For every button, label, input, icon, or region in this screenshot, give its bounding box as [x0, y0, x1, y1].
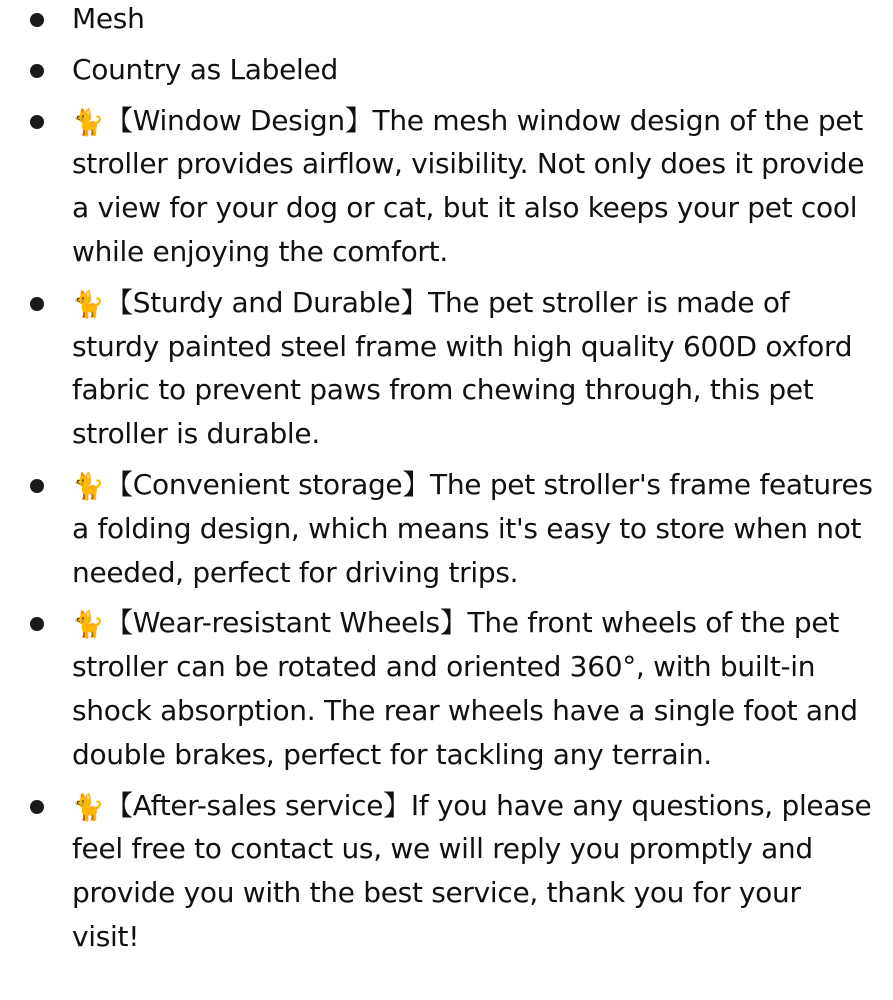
feature-text: 【Window Design】The mesh window design of the pet stroller provides airflow, visibility. Not only does it provide a view for your dog or cat, but it also keeps your pet cool while enjoying the comfort. — [72, 103, 865, 268]
cat-icon: 🐈 — [72, 471, 105, 502]
feature-item-after-sales — [0, 784, 893, 959]
bullet-dot-icon — [30, 64, 44, 78]
feature-text: 【After-sales service】If you have any questions, please feel free to contact us, we will reply you promptly and provide you with the best service, thank you for your visit! — [72, 788, 872, 953]
bullet-dot-icon — [30, 115, 44, 129]
feature-item-convenient-storage — [0, 463, 893, 594]
bullet-dot-icon — [30, 479, 44, 493]
bullet-dot-icon — [30, 617, 44, 631]
bullet-dot-icon — [30, 297, 44, 311]
feature-item-sturdy-durable — [0, 281, 893, 456]
feature-text: Country as Labeled — [72, 52, 338, 86]
feature-item-material — [0, 0, 893, 41]
cat-icon: 🐈 — [72, 289, 105, 320]
feature-text: Mesh — [72, 2, 145, 35]
cat-icon: 🐈 — [72, 792, 105, 823]
bullet-dot-icon — [30, 13, 44, 27]
bullet-dot-icon — [30, 800, 44, 814]
feature-item-country — [0, 48, 893, 92]
feature-text: 【Wear-resistant Wheels】The front wheels of the pet stroller can be rotated and oriented 360°, with built-in shock absorption. The rear wheels have a single foot and double brakes, perfect for tackling any terrain. — [72, 606, 858, 771]
feature-text: 【Sturdy and Durable】The pet stroller is made of sturdy painted steel frame with high quality 600D oxford fabric to prevent paws from chewing through, this pet stroller is durable. — [72, 285, 853, 451]
feature-text: 【Convenient storage】The pet stroller's frame features a folding design, which means it's easy to store when not needed, perfect for driving trips. — [72, 467, 873, 589]
feature-item-window-design — [0, 99, 893, 274]
feature-item-wheels — [0, 601, 893, 776]
cat-icon: 🐈 — [72, 610, 105, 641]
cat-icon: 🐈 — [72, 107, 105, 138]
